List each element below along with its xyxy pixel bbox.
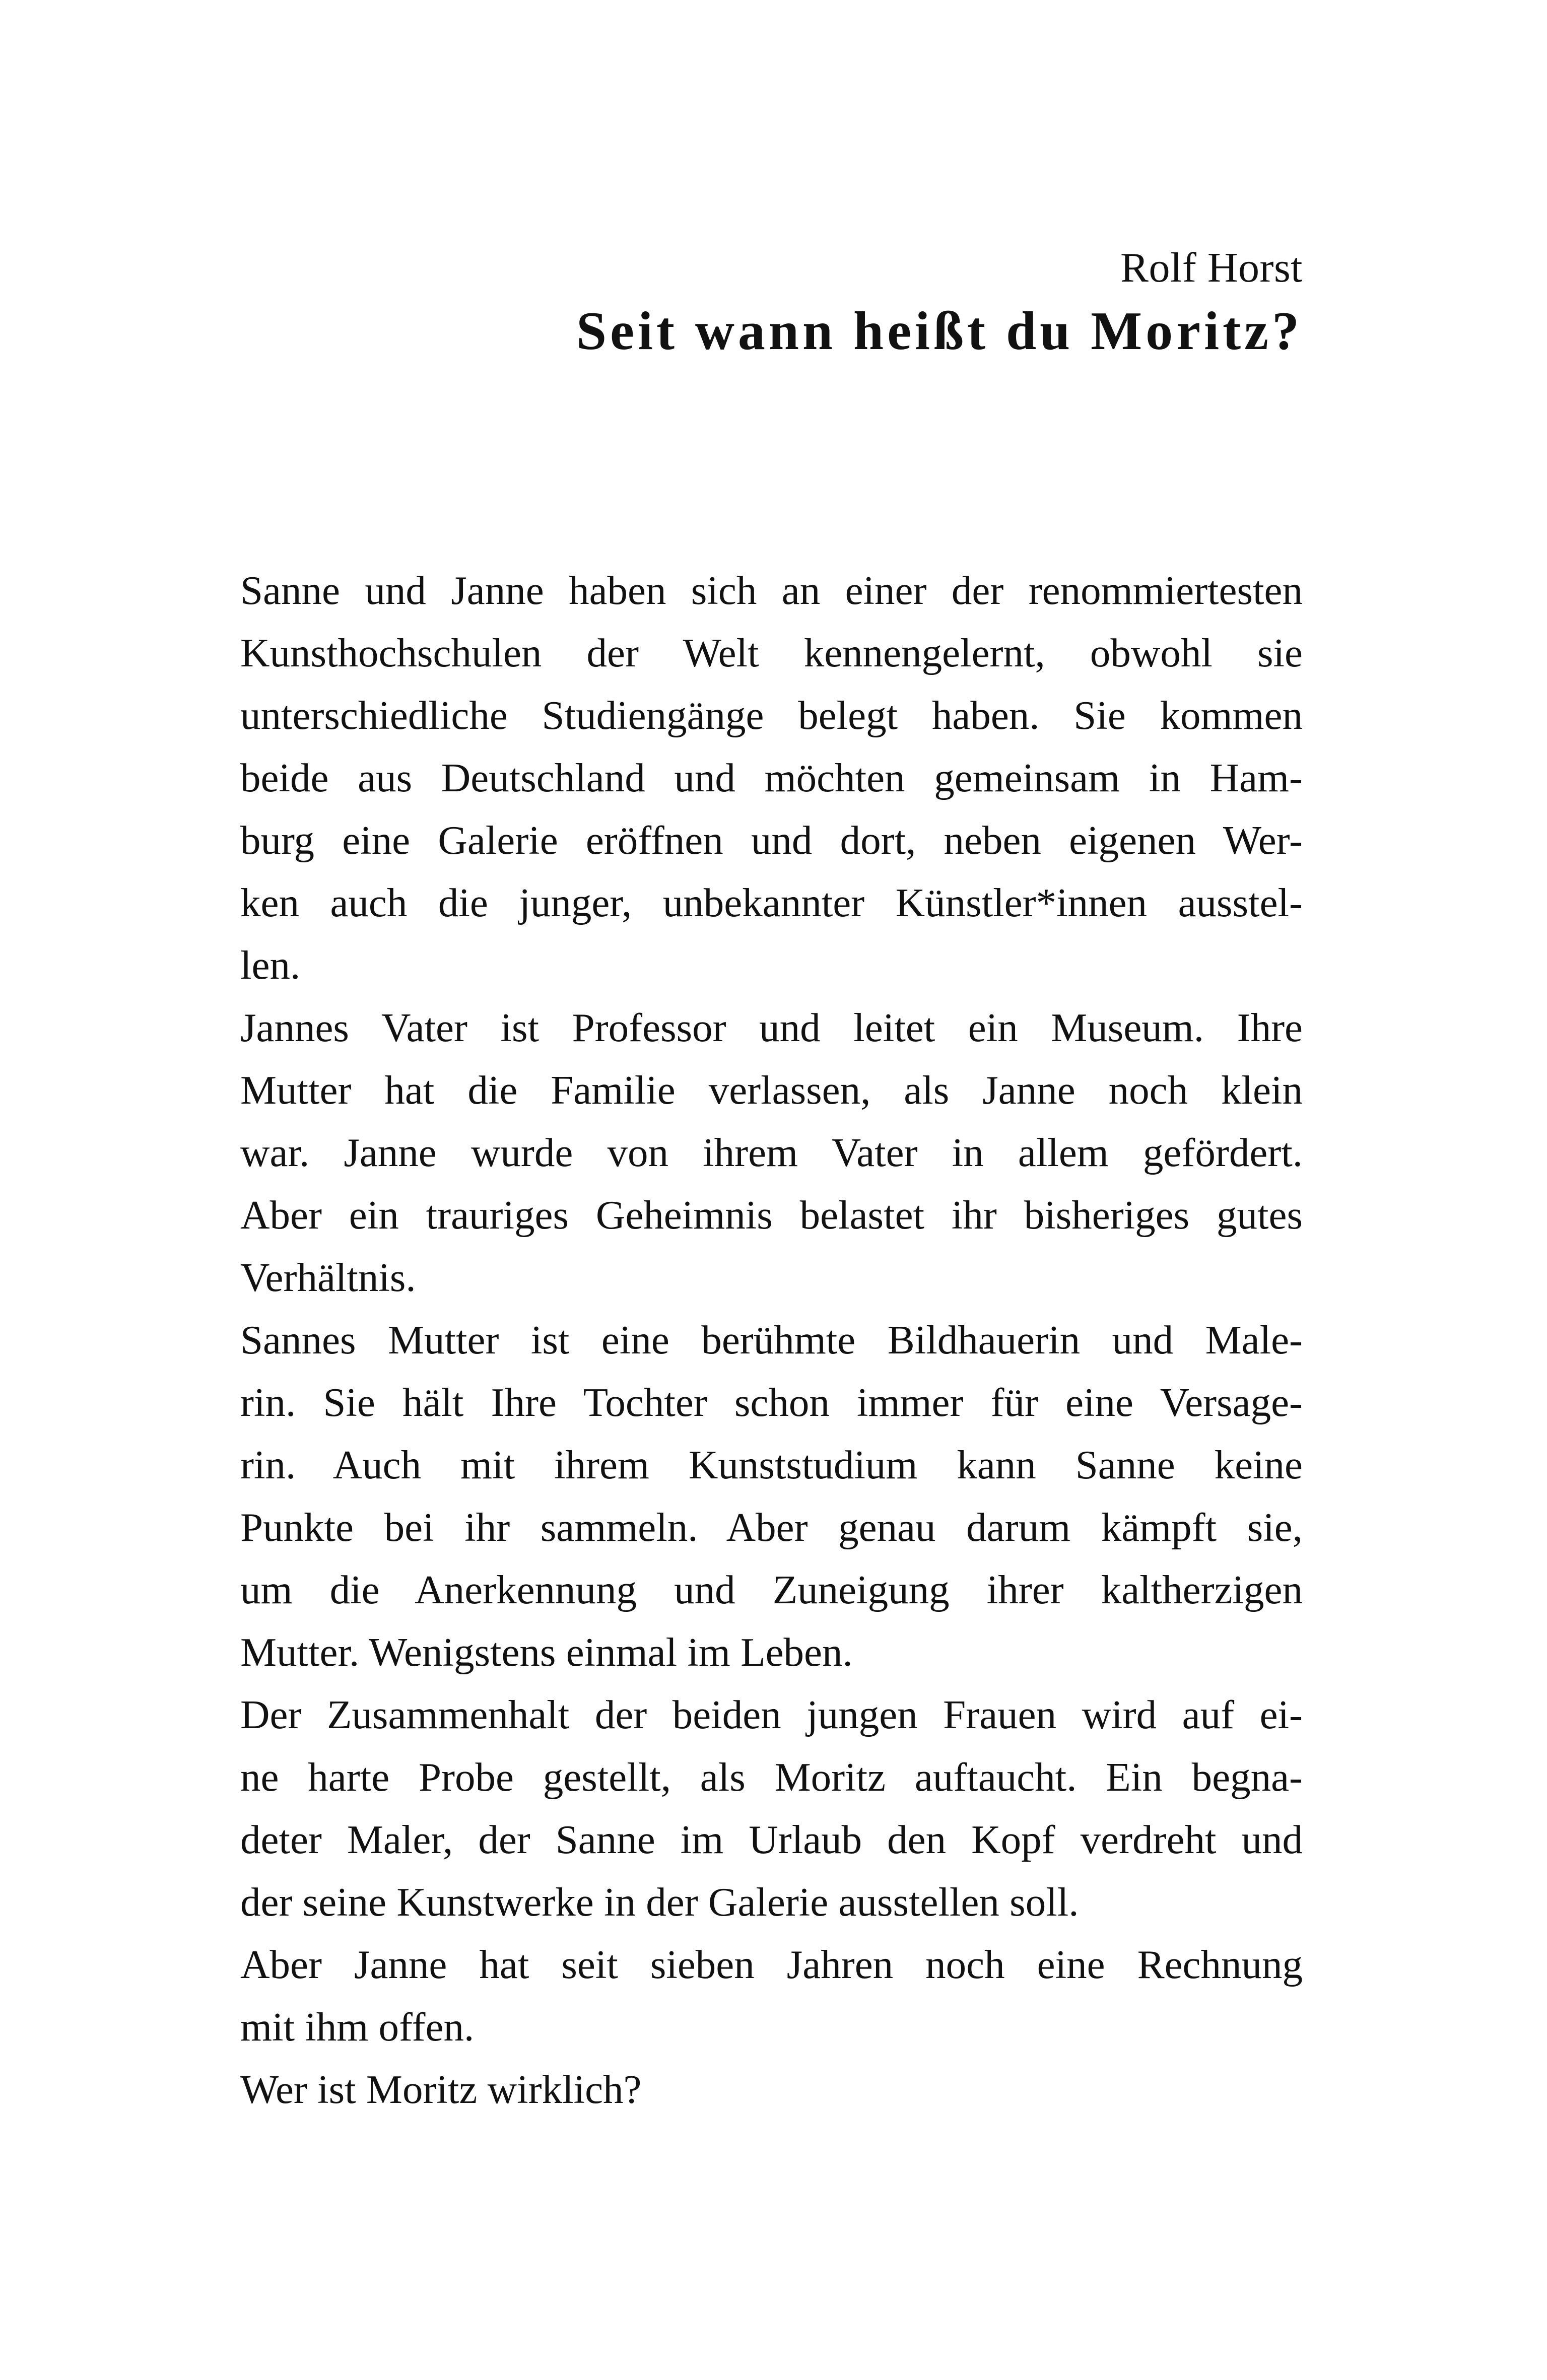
author-name: Rolf Horst (1120, 244, 1303, 291)
text-line: len. (240, 942, 301, 988)
text-line: Wer ist Moritz wirklich? (240, 2067, 642, 2112)
text-line: Sanne und Janne haben sich an einer der renommiertesten (240, 568, 1303, 613)
text-line: Jannes Vater ist Professor und leitet ein Museum. Ihre (240, 1005, 1303, 1050)
text-line: Mutter hat die Familie verlassen, als Janne noch klein (240, 1067, 1303, 1113)
text-line: Punkte bei ihr sammeln. Aber genau darum kämpft sie, (240, 1505, 1303, 1550)
text-line: Sannes Mutter ist eine berühmte Bildhauerin und Male- (240, 1317, 1303, 1363)
page-header (576, 244, 1303, 361)
text-line: rin. Sie hält Ihre Tochter schon immer für eine Versage- (240, 1380, 1303, 1425)
text-line: deter Maler, der Sanne im Urlaub den Kopf verdreht und (240, 1817, 1303, 1862)
book-title: Seit wann heißt du Moritz? (576, 301, 1303, 361)
text-line: ne harte Probe gestellt, als Moritz auftaucht. Ein begna- (240, 1754, 1303, 1800)
text-line: unterschiedliche Studiengänge belegt haben. Sie kommen (240, 693, 1303, 738)
text-line: rin. Auch mit ihrem Kunststudium kann Sanne keine (240, 1442, 1303, 1487)
text-line: war. Janne wurde von ihrem Vater in allem gefördert. (240, 1130, 1303, 1175)
text-line: ken auch die junger, unbekannter Künstler*innen ausstel- (240, 880, 1303, 925)
text-line: burg eine Galerie eröffnen und dort, neben eigenen Wer- (240, 818, 1303, 863)
text-line: Mutter. Wenigstens einmal im Leben. (240, 1629, 853, 1675)
blurb-text (240, 559, 1303, 2121)
text-line: beide aus Deutschland und möchten gemeinsam in Ham- (240, 755, 1303, 800)
text-line: mit ihm offen. (240, 2004, 475, 2050)
text-line: Verhältnis. (240, 1255, 416, 1300)
text-line: Aber ein trauriges Geheimnis belastet ihr bisheriges gutes (240, 1192, 1303, 1238)
text-line: Kunsthochschulen der Welt kennengelernt, obwohl sie (240, 630, 1303, 675)
text-line: Der Zusammenhalt der beiden jungen Frauen wird auf ei- (240, 1692, 1303, 1737)
text-line: um die Anerkennung und Zuneigung ihrer kaltherzigen (240, 1567, 1303, 1612)
text-line: Aber Janne hat seit sieben Jahren noch eine Rechnung (240, 1942, 1303, 1987)
text-line: der seine Kunstwerke in der Galerie ausstellen soll. (240, 1879, 1079, 1925)
